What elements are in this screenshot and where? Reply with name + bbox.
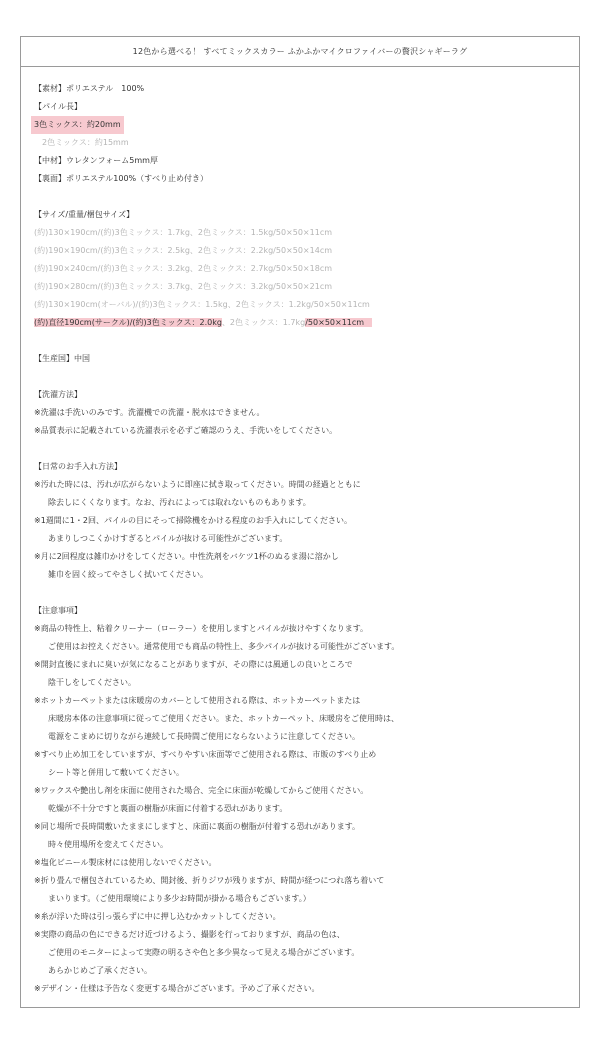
- washing-header: 【洗濯方法】: [34, 390, 82, 399]
- notes-line: ※実際の商品の色にできるだけ近づけるよう、撮影を行っておりますが、商品の色は、: [34, 930, 345, 939]
- back-material-line: 【裏面】ポリエステル100%（すべり止め付き）: [34, 174, 208, 183]
- size-row: (約)130×190cm/(約)3色ミックス：1.7kg、2色ミックス：1.5kg/50×50×11cm: [34, 228, 333, 237]
- care-line: ※月に2回程度は雑巾かけをしてください。中性洗剤をバケツ1杯のぬるま湯に溶かし: [34, 552, 339, 561]
- pile-header: 【パイル長】: [34, 102, 82, 111]
- notes-line: まいります。（ご使用環境により多少お時間が掛かる場合もございます。）: [48, 894, 311, 903]
- notes-line: ※商品の特性上、粘着クリーナー（ローラー）を使用しますとパイルが抜けやすくなります。: [34, 624, 369, 633]
- product-title: 12色から選べる！ すべてミックスカラー ふかふかマイクロファイバーの贅沢シャギーラグ: [21, 37, 579, 67]
- core-material-line: 【中材】ウレタンフォーム5mm厚: [34, 156, 158, 165]
- notes-line: シート等と併用して敷いてください。: [48, 768, 184, 777]
- notes-line: ※すべり止め加工をしていますが、すべりやすい床面等でご使用される際は、市販のすべり止め: [34, 750, 377, 759]
- notes-line: ※同じ場所で長時間敷いたままにしますと、床面に裏面の樹脂が付着する恐れがあります。: [34, 822, 361, 831]
- pile-2color-line: 2色ミックス：約15mm: [42, 138, 129, 147]
- size-row: (約)190×240cm/(約)3色ミックス：3.2kg、2色ミックス：2.7kg/50×50×18cm: [34, 264, 333, 273]
- notes-line: 電源をこまめに切りながら連続して長時間ご使用にならないように注意してください。: [48, 732, 360, 741]
- washing-line: ※品質表示に記載されている洗濯表示を必ずご確認のうえ、手洗いをしてください。: [34, 426, 338, 435]
- notes-line: 陰干しをしてください。: [48, 678, 136, 687]
- size-row-circle: [34, 314, 574, 332]
- notes-line: ※ホットカーペットまたは床暖房のカバーとして使用される際は、ホットカーペットまたは: [34, 696, 361, 705]
- care-line: ※汚れた時には、汚れが広がらないように即座に拭き取ってください。時間の経過とともに: [34, 480, 361, 489]
- notes-line: ※折り畳んで梱包されているため、開封後、折りジワが残りますが、時間が経つにつれ落ち着いて: [34, 876, 385, 885]
- care-header: 【日常のお手入れ方法】: [34, 462, 122, 471]
- care-line: 除去しにくくなります。なお、汚れによっては取れないものもあります。: [48, 498, 311, 507]
- product-spec-content: [34, 80, 574, 998]
- sizes-header: 【サイズ/重量/梱包サイズ】: [34, 210, 135, 219]
- size-row: (約)130×190cm(オーバル)/(約)3色ミックス：1.5kg、2色ミックス：1.2kg/50×50×11cm: [34, 300, 370, 309]
- care-line: 雑巾を固く絞ってやさしく拭いてください。: [48, 570, 208, 579]
- washing-line: ※洗濯は手洗いのみです。洗濯機での洗濯・脱水はできません。: [34, 408, 265, 417]
- pile-3color-highlight: 3色ミックス：約20mm: [31, 116, 124, 134]
- circle-package-highlight: /50×50×11cm: [305, 318, 372, 327]
- notes-line: ※デザイン・仕様は予告なく変更する場合がございます。予めご了承ください。: [34, 984, 320, 993]
- product-info-frame: [20, 36, 580, 1008]
- notes-line: あらかじめご了承ください。: [48, 966, 152, 975]
- notes-line: ※開封直後にまれに臭いが気になることがありますが、その際には風通しの良いところで: [34, 660, 353, 669]
- notes-line: ご使用のモニターによって実際の明るさや色と多少異なって見える場合がございます。: [48, 948, 360, 957]
- notes-line: 時々使用場所を変えてください。: [48, 840, 168, 849]
- circle-size-2color: 、2色ミックス：1.7kg: [221, 318, 306, 327]
- circle-size-highlight: (約)直径190cm(サークル)/(約)3色ミックス：2.0kg: [34, 318, 222, 327]
- notes-header: 【注意事項】: [34, 606, 82, 615]
- notes-line: ※ワックスや艶出し剤を床面に使用された場合、完全に床面が乾燥してからご使用ください。: [34, 786, 369, 795]
- material-line: 【素材】ポリエステル 100%: [34, 84, 145, 93]
- care-line: ※1週間に1・2回、パイルの目にそって掃除機をかける程度のお手入れにしてください。: [34, 516, 352, 525]
- size-row: (約)190×280cm/(約)3色ミックス：3.7kg、2色ミックス：3.2kg/50×50×21cm: [34, 282, 333, 291]
- notes-line: 床暖房本体の注意事項に従ってご使用ください。また、ホットカーペット、床暖房をご使用時は、: [48, 714, 400, 723]
- size-row: (約)190×190cm/(約)3色ミックス：2.5kg、2色ミックス：2.2kg/50×50×14cm: [34, 246, 333, 255]
- origin-line: 【生産国】中国: [34, 354, 90, 363]
- notes-line: ご使用はお控えください。通常使用でも商品の特性上、多少パイルが抜ける可能性がございます。: [48, 642, 400, 651]
- notes-line: 乾燥が不十分ですと裏面の樹脂が床面に付着する恐れがあります。: [48, 804, 288, 813]
- notes-line: ※塩化ビニール製床材には使用しないでください。: [34, 858, 217, 867]
- care-line: あまりしつこくかけすぎるとパイルが抜ける可能性がございます。: [48, 534, 288, 543]
- notes-line: ※糸が浮いた時は引っ張らずに中に押し込むかカットしてください。: [34, 912, 281, 921]
